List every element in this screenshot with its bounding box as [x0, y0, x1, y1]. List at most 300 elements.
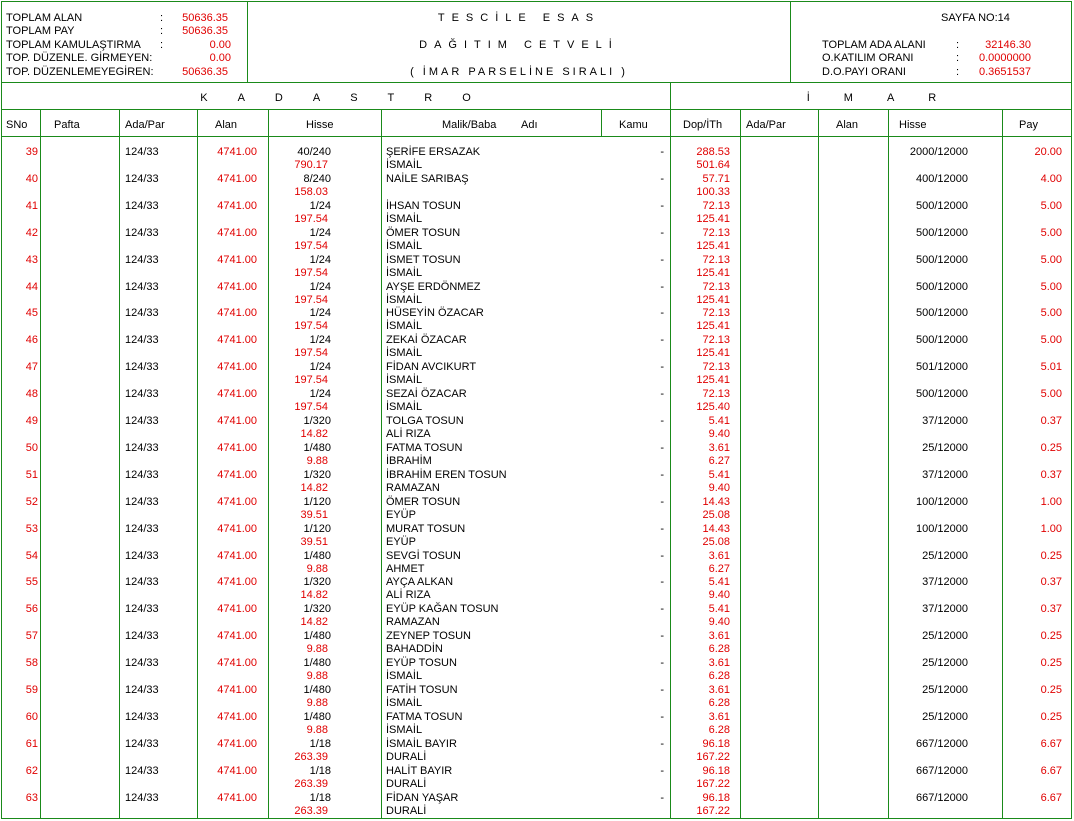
cell-adapar: 124/33: [125, 200, 159, 212]
cell-dop2: 125.41: [696, 374, 730, 386]
cell-pay: 6.67: [1040, 738, 1062, 750]
cell-hisse: 1/320: [303, 415, 331, 427]
cell-pay: 5.00: [1040, 227, 1062, 239]
title-line2: DAĞITIM CETVELİ: [419, 39, 619, 51]
cell-dop2: 125.41: [696, 240, 730, 252]
col-line: [381, 109, 382, 819]
cell-sno: 61: [25, 738, 38, 750]
cell-hisse2: 9.88: [306, 724, 328, 736]
cell-hisse2: 197.54: [294, 320, 328, 332]
cell-dop: 96.18: [702, 765, 730, 777]
cell-sno: 42: [25, 227, 38, 239]
cell-malik: FATMA TOSUN: [386, 711, 463, 723]
cell-kamu: -: [660, 469, 664, 481]
cell-malik: ZEKAİ ÖZACAR: [386, 334, 467, 346]
summary-label: TOPLAM ALAN: [6, 12, 83, 24]
cell-baba: İSMAİL: [386, 697, 423, 709]
cell-dop2: 9.40: [708, 482, 730, 494]
cell-adapar: 124/33: [125, 281, 159, 293]
cell-adapar: 124/33: [125, 684, 159, 696]
cell-hisse: 1/24: [309, 334, 331, 346]
cell-alan: 4741.00: [217, 173, 257, 185]
cell-pay: 0.37: [1040, 469, 1062, 481]
cell-sno: 39: [25, 146, 38, 158]
cell-hisse: 1/18: [309, 738, 331, 750]
cell-hisse2: 14.82: [300, 482, 328, 494]
cell-dop2: 125.41: [696, 294, 730, 306]
cell-ihisse: 37/12000: [922, 576, 968, 588]
cell-malik: ŞERİFE ERSAZAK: [386, 146, 481, 158]
cell-sno: 46: [25, 334, 38, 346]
cell-kamu: -: [660, 281, 664, 293]
cell-hisse: 1/480: [303, 657, 331, 669]
cell-adapar: 124/33: [125, 711, 159, 723]
cell-hisse: 1/120: [303, 523, 331, 535]
cell-pay: 5.01: [1040, 361, 1062, 373]
cell-ihisse: 500/12000: [916, 281, 968, 293]
cell-ihisse: 500/12000: [916, 227, 968, 239]
cell-hisse: 1/24: [309, 307, 331, 319]
cell-ihisse: 400/12000: [916, 173, 968, 185]
cell-alan: 4741.00: [217, 603, 257, 615]
cell-alan: 4741.00: [217, 442, 257, 454]
cell-dop: 5.41: [708, 469, 730, 481]
summary-label: TOPLAM KAMULAŞTIRMA: [6, 39, 141, 51]
cell-dop2: 125.41: [696, 267, 730, 279]
cell-alan: 4741.00: [217, 227, 257, 239]
cell-adapar: 124/33: [125, 496, 159, 508]
cell-hisse2: 9.88: [306, 455, 328, 467]
cell-sno: 52: [25, 496, 38, 508]
cell-sno: 45: [25, 307, 38, 319]
cell-adapar: 124/33: [125, 765, 159, 777]
cell-baba: İSMAİL: [386, 724, 423, 736]
cell-baba: ALİ RIZA: [386, 428, 431, 440]
cell-malik: SEVGİ TOSUN: [386, 550, 461, 562]
cell-alan: 4741.00: [217, 684, 257, 696]
cell-baba: İSMAİL: [386, 320, 423, 332]
cell-baba: ALİ RIZA: [386, 589, 431, 601]
cell-hisse2: 14.82: [300, 616, 328, 628]
cell-ihisse: 500/12000: [916, 388, 968, 400]
cell-dop: 3.61: [708, 684, 730, 696]
cell-pay: 5.00: [1040, 388, 1062, 400]
summary-label: TOP. DÜZENLE. GİRMEYEN:: [6, 52, 153, 64]
cell-hisse2: 158.03: [294, 186, 328, 198]
cell-sno: 63: [25, 792, 38, 804]
cell-hisse2: 197.54: [294, 213, 328, 225]
cell-hisse: 1/18: [309, 792, 331, 804]
cell-dop2: 6.27: [708, 455, 730, 467]
cell-dop: 57.71: [702, 173, 730, 185]
cell-kamu: -: [660, 523, 664, 535]
cell-malik: NAİLE SARIBAŞ: [386, 173, 469, 185]
cell-adapar: 124/33: [125, 576, 159, 588]
cell-dop2: 501.64: [696, 159, 730, 171]
cell-hisse: 1/18: [309, 765, 331, 777]
cell-hisse: 1/480: [303, 550, 331, 562]
cell-malik: MURAT TOSUN: [386, 523, 466, 535]
cell-adapar: 124/33: [125, 738, 159, 750]
cell-kamu: -: [660, 657, 664, 669]
col-header: Ada/Par: [125, 119, 165, 131]
summary-value: 50636.35: [182, 12, 228, 24]
cell-adapar: 124/33: [125, 388, 159, 400]
cell-kamu: -: [660, 334, 664, 346]
cell-dop: 5.41: [708, 603, 730, 615]
cell-dop2: 167.22: [696, 751, 730, 763]
cell-ihisse: 667/12000: [916, 738, 968, 750]
cell-malik: ÖMER TOSUN: [386, 227, 461, 239]
cell-alan: 4741.00: [217, 550, 257, 562]
cell-baba: İSMAİL: [386, 401, 423, 413]
colon: :: [956, 52, 960, 64]
col-header: Malik/Baba: [442, 119, 497, 131]
cell-baba: İSMAİL: [386, 213, 423, 225]
cell-sno: 59: [25, 684, 38, 696]
cell-malik: İSMET TOSUN: [386, 254, 461, 266]
cell-ihisse: 25/12000: [922, 684, 968, 696]
cell-sno: 57: [25, 630, 38, 642]
cell-pay: 5.00: [1040, 254, 1062, 266]
cell-dop2: 167.22: [696, 805, 730, 817]
cell-pay: 0.37: [1040, 576, 1062, 588]
cell-dop: 72.13: [702, 307, 730, 319]
cell-ihisse: 37/12000: [922, 415, 968, 427]
cell-dop: 3.61: [708, 630, 730, 642]
col-header: Hisse: [899, 119, 927, 131]
cell-dop2: 25.08: [702, 536, 730, 548]
cell-malik: FATİH TOSUN: [386, 684, 458, 696]
summary-label: D.O.PAYI ORANI: [822, 66, 906, 78]
cell-alan: 4741.00: [217, 469, 257, 481]
cell-sno: 41: [25, 200, 38, 212]
cell-ihisse: 667/12000: [916, 765, 968, 777]
cell-alan: 4741.00: [217, 200, 257, 212]
cell-hisse2: 790.17: [294, 159, 328, 171]
cell-ihisse: 500/12000: [916, 334, 968, 346]
cell-pay: 5.00: [1040, 307, 1062, 319]
cell-kamu: -: [660, 765, 664, 777]
cell-kamu: -: [660, 550, 664, 562]
cell-pay: 0.25: [1040, 550, 1062, 562]
cell-pay: 5.00: [1040, 200, 1062, 212]
cell-pay: 20.00: [1034, 146, 1062, 158]
cell-malik: SEZAİ ÖZACAR: [386, 388, 467, 400]
cell-ihisse: 25/12000: [922, 630, 968, 642]
cell-dop2: 6.28: [708, 643, 730, 655]
summary-value: 32146.30: [985, 39, 1031, 51]
cell-dop2: 167.22: [696, 778, 730, 790]
summary-value: 0.3651537: [979, 66, 1031, 78]
cell-dop2: 125.41: [696, 347, 730, 359]
cell-malik: İSMAİL BAYIR: [386, 738, 457, 750]
colon: :: [956, 66, 960, 78]
cell-malik: TOLGA TOSUN: [386, 415, 464, 427]
cell-hisse: 1/24: [309, 200, 331, 212]
cell-hisse2: 197.54: [294, 240, 328, 252]
cell-hisse: 40/240: [297, 146, 331, 158]
cell-hisse2: 263.39: [294, 778, 328, 790]
cell-ihisse: 667/12000: [916, 792, 968, 804]
cell-adapar: 124/33: [125, 792, 159, 804]
cell-sno: 54: [25, 550, 38, 562]
col-line: [40, 109, 41, 819]
cell-alan: 4741.00: [217, 738, 257, 750]
cell-malik: FİDAN AVCIKURT: [386, 361, 477, 373]
summary-value: 50636.35: [182, 66, 228, 78]
cell-sno: 40: [25, 173, 38, 185]
cell-alan: 4741.00: [217, 334, 257, 346]
cell-dop2: 125.40: [696, 401, 730, 413]
cell-ihisse: 100/12000: [916, 523, 968, 535]
cell-hisse2: 14.82: [300, 589, 328, 601]
cell-alan: 4741.00: [217, 415, 257, 427]
cell-hisse2: 39.51: [300, 509, 328, 521]
cell-sno: 58: [25, 657, 38, 669]
cell-malik: İBRAHİM EREN TOSUN: [386, 469, 507, 481]
cell-sno: 49: [25, 415, 38, 427]
cell-hisse: 1/24: [309, 361, 331, 373]
cell-baba: RAMAZAN: [386, 616, 440, 628]
cell-dop: 72.13: [702, 334, 730, 346]
cell-malik: AYÇA ALKAN: [386, 576, 454, 588]
cell-hisse: 1/320: [303, 603, 331, 615]
cell-kamu: -: [660, 792, 664, 804]
cell-alan: 4741.00: [217, 630, 257, 642]
cell-baba: İSMAİL: [386, 347, 423, 359]
page-number: SAYFA NO:14: [941, 12, 1010, 24]
cell-alan: 4741.00: [217, 765, 257, 777]
cell-dop: 72.13: [702, 281, 730, 293]
title-line1: TESCİLE ESAS: [437, 12, 601, 24]
cell-adapar: 124/33: [125, 415, 159, 427]
cell-dop2: 100.33: [696, 186, 730, 198]
col-header: Hisse: [306, 119, 334, 131]
cell-baba: DURALİ: [386, 805, 427, 817]
cell-kamu: -: [660, 738, 664, 750]
cell-adapar: 124/33: [125, 603, 159, 615]
cell-dop: 72.13: [702, 227, 730, 239]
cell-hisse2: 197.54: [294, 267, 328, 279]
cell-kamu: -: [660, 630, 664, 642]
cell-baba: EYÜP: [386, 536, 416, 548]
cell-hisse: 1/480: [303, 630, 331, 642]
cell-alan: 4741.00: [217, 281, 257, 293]
cell-kamu: -: [660, 361, 664, 373]
cell-hisse2: 9.88: [306, 670, 328, 682]
cell-sno: 55: [25, 576, 38, 588]
cell-kamu: -: [660, 146, 664, 158]
cell-alan: 4741.00: [217, 146, 257, 158]
cell-ihisse: 25/12000: [922, 442, 968, 454]
divider: [1, 109, 1072, 110]
cell-hisse: 1/24: [309, 254, 331, 266]
cell-dop: 72.13: [702, 254, 730, 266]
cell-pay: 1.00: [1040, 523, 1062, 535]
cell-dop: 5.41: [708, 576, 730, 588]
cell-pay: 0.25: [1040, 657, 1062, 669]
cell-hisse2: 263.39: [294, 805, 328, 817]
cell-adapar: 124/33: [125, 173, 159, 185]
cell-adapar: 124/33: [125, 254, 159, 266]
cell-hisse2: 39.51: [300, 536, 328, 548]
cell-dop: 3.61: [708, 550, 730, 562]
cell-baba: BAHADDİN: [386, 643, 443, 655]
cell-adapar: 124/33: [125, 442, 159, 454]
col-header: Ada/Par: [746, 119, 786, 131]
cell-alan: 4741.00: [217, 711, 257, 723]
cell-dop: 3.61: [708, 657, 730, 669]
cell-hisse: 1/320: [303, 576, 331, 588]
col-header: Kamu: [619, 119, 648, 131]
cell-sno: 51: [25, 469, 38, 481]
cell-hisse2: 9.88: [306, 643, 328, 655]
cell-hisse2: 9.88: [306, 563, 328, 575]
cell-pay: 0.25: [1040, 630, 1062, 642]
cell-dop: 72.13: [702, 200, 730, 212]
cell-alan: 4741.00: [217, 307, 257, 319]
summary-label: TOPLAM PAY: [6, 25, 75, 37]
cell-adapar: 124/33: [125, 361, 159, 373]
cell-adapar: 124/33: [125, 550, 159, 562]
col-line: [818, 109, 819, 819]
cell-hisse2: 197.54: [294, 347, 328, 359]
cell-adapar: 124/33: [125, 469, 159, 481]
cell-dop2: 6.28: [708, 724, 730, 736]
cell-sno: 43: [25, 254, 38, 266]
cell-baba: DURALİ: [386, 751, 427, 763]
colon: :: [160, 39, 164, 51]
cell-kamu: -: [660, 603, 664, 615]
cell-kamu: -: [660, 388, 664, 400]
cell-malik: İHSAN TOSUN: [386, 200, 461, 212]
cell-baba: RAMAZAN: [386, 482, 440, 494]
cell-pay: 0.37: [1040, 415, 1062, 427]
cell-pay: 0.25: [1040, 711, 1062, 723]
col-header: Alan: [836, 119, 859, 131]
cell-dop2: 125.41: [696, 213, 730, 225]
cell-baba: İSMAİL: [386, 374, 423, 386]
cell-pay: 0.37: [1040, 603, 1062, 615]
cell-hisse2: 9.88: [306, 697, 328, 709]
cell-baba: EYÜP: [386, 509, 416, 521]
cell-dop: 72.13: [702, 388, 730, 400]
cell-dop: 96.18: [702, 738, 730, 750]
cell-hisse: 1/480: [303, 442, 331, 454]
cell-ihisse: 500/12000: [916, 307, 968, 319]
cell-dop: 14.43: [702, 496, 730, 508]
cell-adapar: 124/33: [125, 334, 159, 346]
cell-pay: 4.00: [1040, 173, 1062, 185]
cell-adapar: 124/33: [125, 657, 159, 669]
summary-value: 0.0000000: [979, 52, 1031, 64]
cell-hisse2: 263.39: [294, 751, 328, 763]
cell-baba: AHMET: [386, 563, 425, 575]
cell-alan: 4741.00: [217, 254, 257, 266]
cell-pay: 5.00: [1040, 334, 1062, 346]
cell-adapar: 124/33: [125, 630, 159, 642]
cell-hisse2: 197.54: [294, 294, 328, 306]
cell-malik: ZEYNEP TOSUN: [386, 630, 471, 642]
cell-hisse: 1/480: [303, 711, 331, 723]
cell-sno: 47: [25, 361, 38, 373]
cell-alan: 4741.00: [217, 388, 257, 400]
colon: :: [160, 25, 164, 37]
cell-dop2: 6.28: [708, 697, 730, 709]
cell-alan: 4741.00: [217, 523, 257, 535]
cell-dop2: 125.41: [696, 320, 730, 332]
cell-malik: HALİT BAYIR: [386, 765, 453, 777]
cell-adapar: 124/33: [125, 523, 159, 535]
cell-baba: İBRAHİM: [386, 455, 432, 467]
cell-adapar: 124/33: [125, 227, 159, 239]
cell-pay: 6.67: [1040, 792, 1062, 804]
cell-alan: 4741.00: [217, 792, 257, 804]
cell-malik: FİDAN YAŞAR: [386, 792, 459, 804]
cell-hisse: 1/24: [309, 227, 331, 239]
cell-hisse: 1/480: [303, 684, 331, 696]
col-line: [740, 109, 741, 819]
cell-ihisse: 37/12000: [922, 469, 968, 481]
cell-dop2: 9.40: [708, 428, 730, 440]
cell-kamu: -: [660, 254, 664, 266]
cell-pay: 0.25: [1040, 442, 1062, 454]
cell-malik: FATMA TOSUN: [386, 442, 463, 454]
cell-dop: 3.61: [708, 711, 730, 723]
cell-hisse: 1/120: [303, 496, 331, 508]
cell-kamu: -: [660, 200, 664, 212]
summary-value: 0.00: [209, 39, 231, 51]
cell-hisse: 1/24: [309, 281, 331, 293]
cell-dop2: 9.40: [708, 616, 730, 628]
cell-ihisse: 100/12000: [916, 496, 968, 508]
cell-kamu: -: [660, 307, 664, 319]
cell-sno: 50: [25, 442, 38, 454]
cell-malik: EYÜP KAĞAN TOSUN: [386, 603, 499, 615]
cell-pay: 5.00: [1040, 281, 1062, 293]
cell-hisse2: 197.54: [294, 401, 328, 413]
cell-dop: 72.13: [702, 361, 730, 373]
colon: :: [956, 39, 960, 51]
cell-ihisse: 2000/12000: [909, 146, 968, 158]
section-kadastro: KADASTRO: [200, 92, 501, 104]
cell-kamu: -: [660, 684, 664, 696]
cell-dop: 288.53: [696, 146, 730, 158]
cell-dop: 96.18: [702, 792, 730, 804]
cell-sno: 62: [25, 765, 38, 777]
col-header: Pafta: [54, 119, 80, 131]
summary-label: O.KATILIM ORANI: [822, 52, 914, 64]
cell-kamu: -: [660, 496, 664, 508]
cell-dop: 5.41: [708, 415, 730, 427]
cell-baba: İSMAİL: [386, 267, 423, 279]
cell-baba: İSMAİL: [386, 159, 423, 171]
cell-ihisse: 37/12000: [922, 603, 968, 615]
cell-ihisse: 25/12000: [922, 657, 968, 669]
divider: [1, 82, 1072, 83]
cell-dop: 14.43: [702, 523, 730, 535]
cell-malik: HÜSEYİN ÖZACAR: [386, 307, 484, 319]
cell-sno: 60: [25, 711, 38, 723]
cell-baba: İSMAİL: [386, 294, 423, 306]
cell-hisse: 1/320: [303, 469, 331, 481]
cell-ihisse: 500/12000: [916, 200, 968, 212]
title-line3: ( İMAR PARSELİNE SIRALI ): [410, 66, 628, 78]
cell-dop2: 6.27: [708, 563, 730, 575]
col-header: Dop/İTh: [683, 119, 723, 131]
cell-dop: 3.61: [708, 442, 730, 454]
